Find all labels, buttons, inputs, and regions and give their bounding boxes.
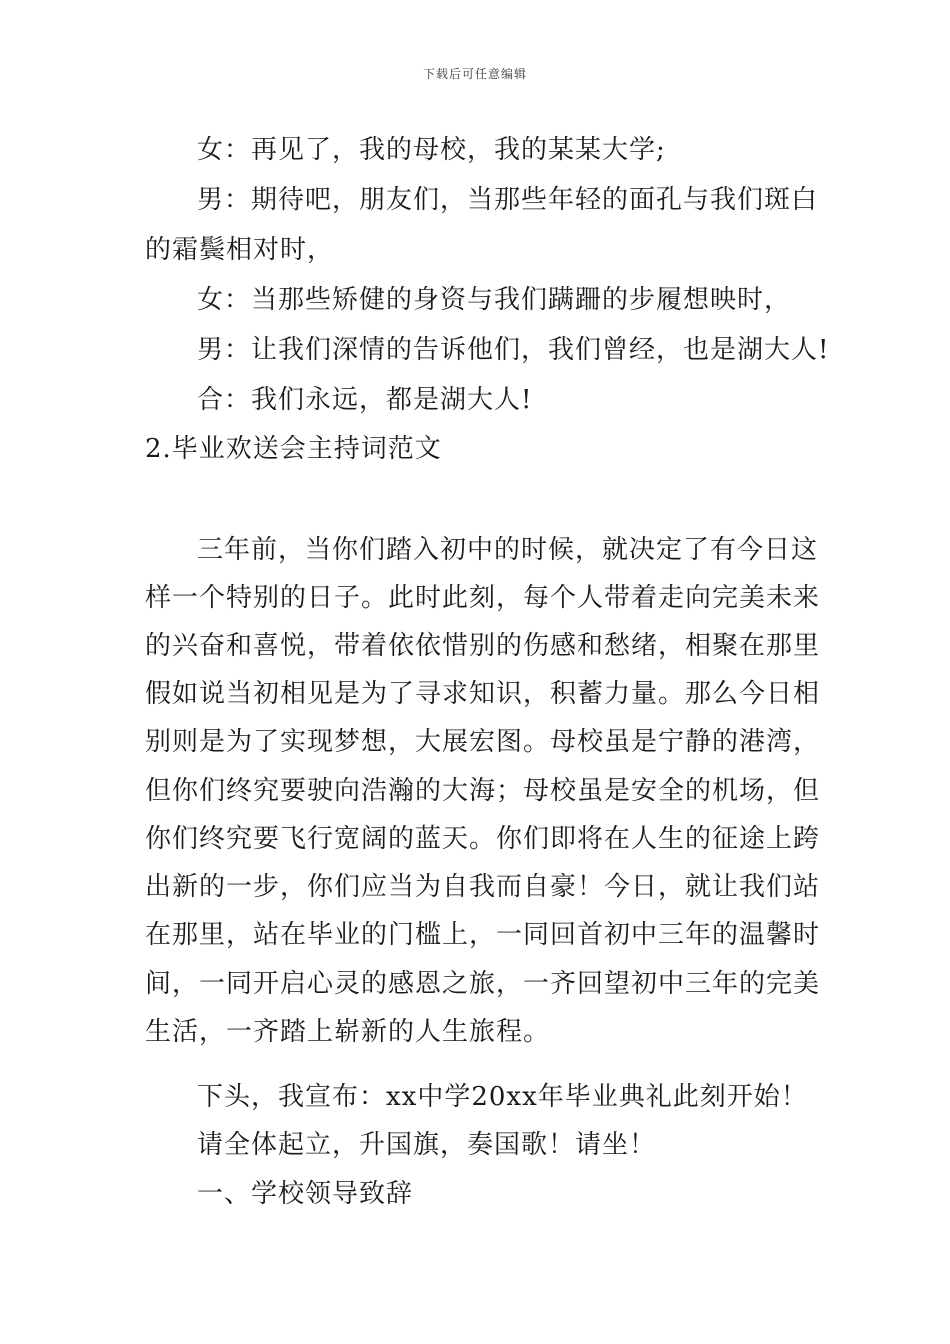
dialogue-line: 男：让我们深情的告诉他们，我们曾经，也是湖大人! [197, 335, 830, 365]
paragraph-line: 别则是为了实现梦想，大展宏图。母校虽是宁静的港湾， [145, 727, 821, 757]
paragraph-line: 出新的一步，你们应当为自我而自豪！今日，就让我们站 [145, 872, 821, 902]
closing-line: 请全体起立，升国旗，奏国歌！请坐！ [197, 1130, 657, 1160]
paragraph-line: 你们终究要飞行宽阔的蓝天。你们即将在人生的征途上跨 [145, 824, 821, 854]
paragraph-line: 三年前，当你们踏入初中的时候，就决定了有今日这 [197, 535, 819, 565]
paragraph-line: 样一个特别的日子。此时此刻，每个人带着走向完美未来 [145, 583, 821, 613]
paragraph-line: 在那里，站在毕业的门槛上，一同回首初中三年的温馨时 [145, 920, 821, 950]
header-note: 下载后可任意编辑 [422, 67, 527, 81]
paragraph-line: 的兴奋和喜悦，带着依依惜别的伤感和愁绪，相聚在那里 [145, 631, 821, 661]
dialogue-line: 女：再见了，我的母校，我的某某大学; [197, 135, 666, 165]
dialogue-line: 的霜鬓相对时， [145, 235, 335, 265]
dialogue-line: 女：当那些矫健的身资与我们蹒跚的步履想映时， [197, 285, 792, 315]
paragraph-line: 但你们终究要驶向浩瀚的大海；母校虽是安全的机场，但 [145, 776, 821, 806]
dialogue-line: 男：期待吧，朋友们，当那些年轻的面孔与我们斑白 [197, 185, 819, 215]
closing-line: 下头，我宣布：xx中学20xx年毕业典礼此刻开始！ [197, 1082, 808, 1112]
dialogue-line: 合：我们永远，都是湖大人! [197, 385, 533, 415]
closing-line: 一、学校领导致辞 [197, 1179, 414, 1209]
section-heading: 2.毕业欢送会主持词范文 [145, 434, 442, 464]
paragraph-line: 假如说当初相见是为了寻求知识，积蓄力量。那么今日相 [145, 679, 821, 709]
paragraph-line: 间，一同开启心灵的感恩之旅，一齐回望初中三年的完美 [145, 969, 821, 999]
paragraph-line: 生活，一齐踏上崭新的人生旅程。 [145, 1017, 551, 1047]
